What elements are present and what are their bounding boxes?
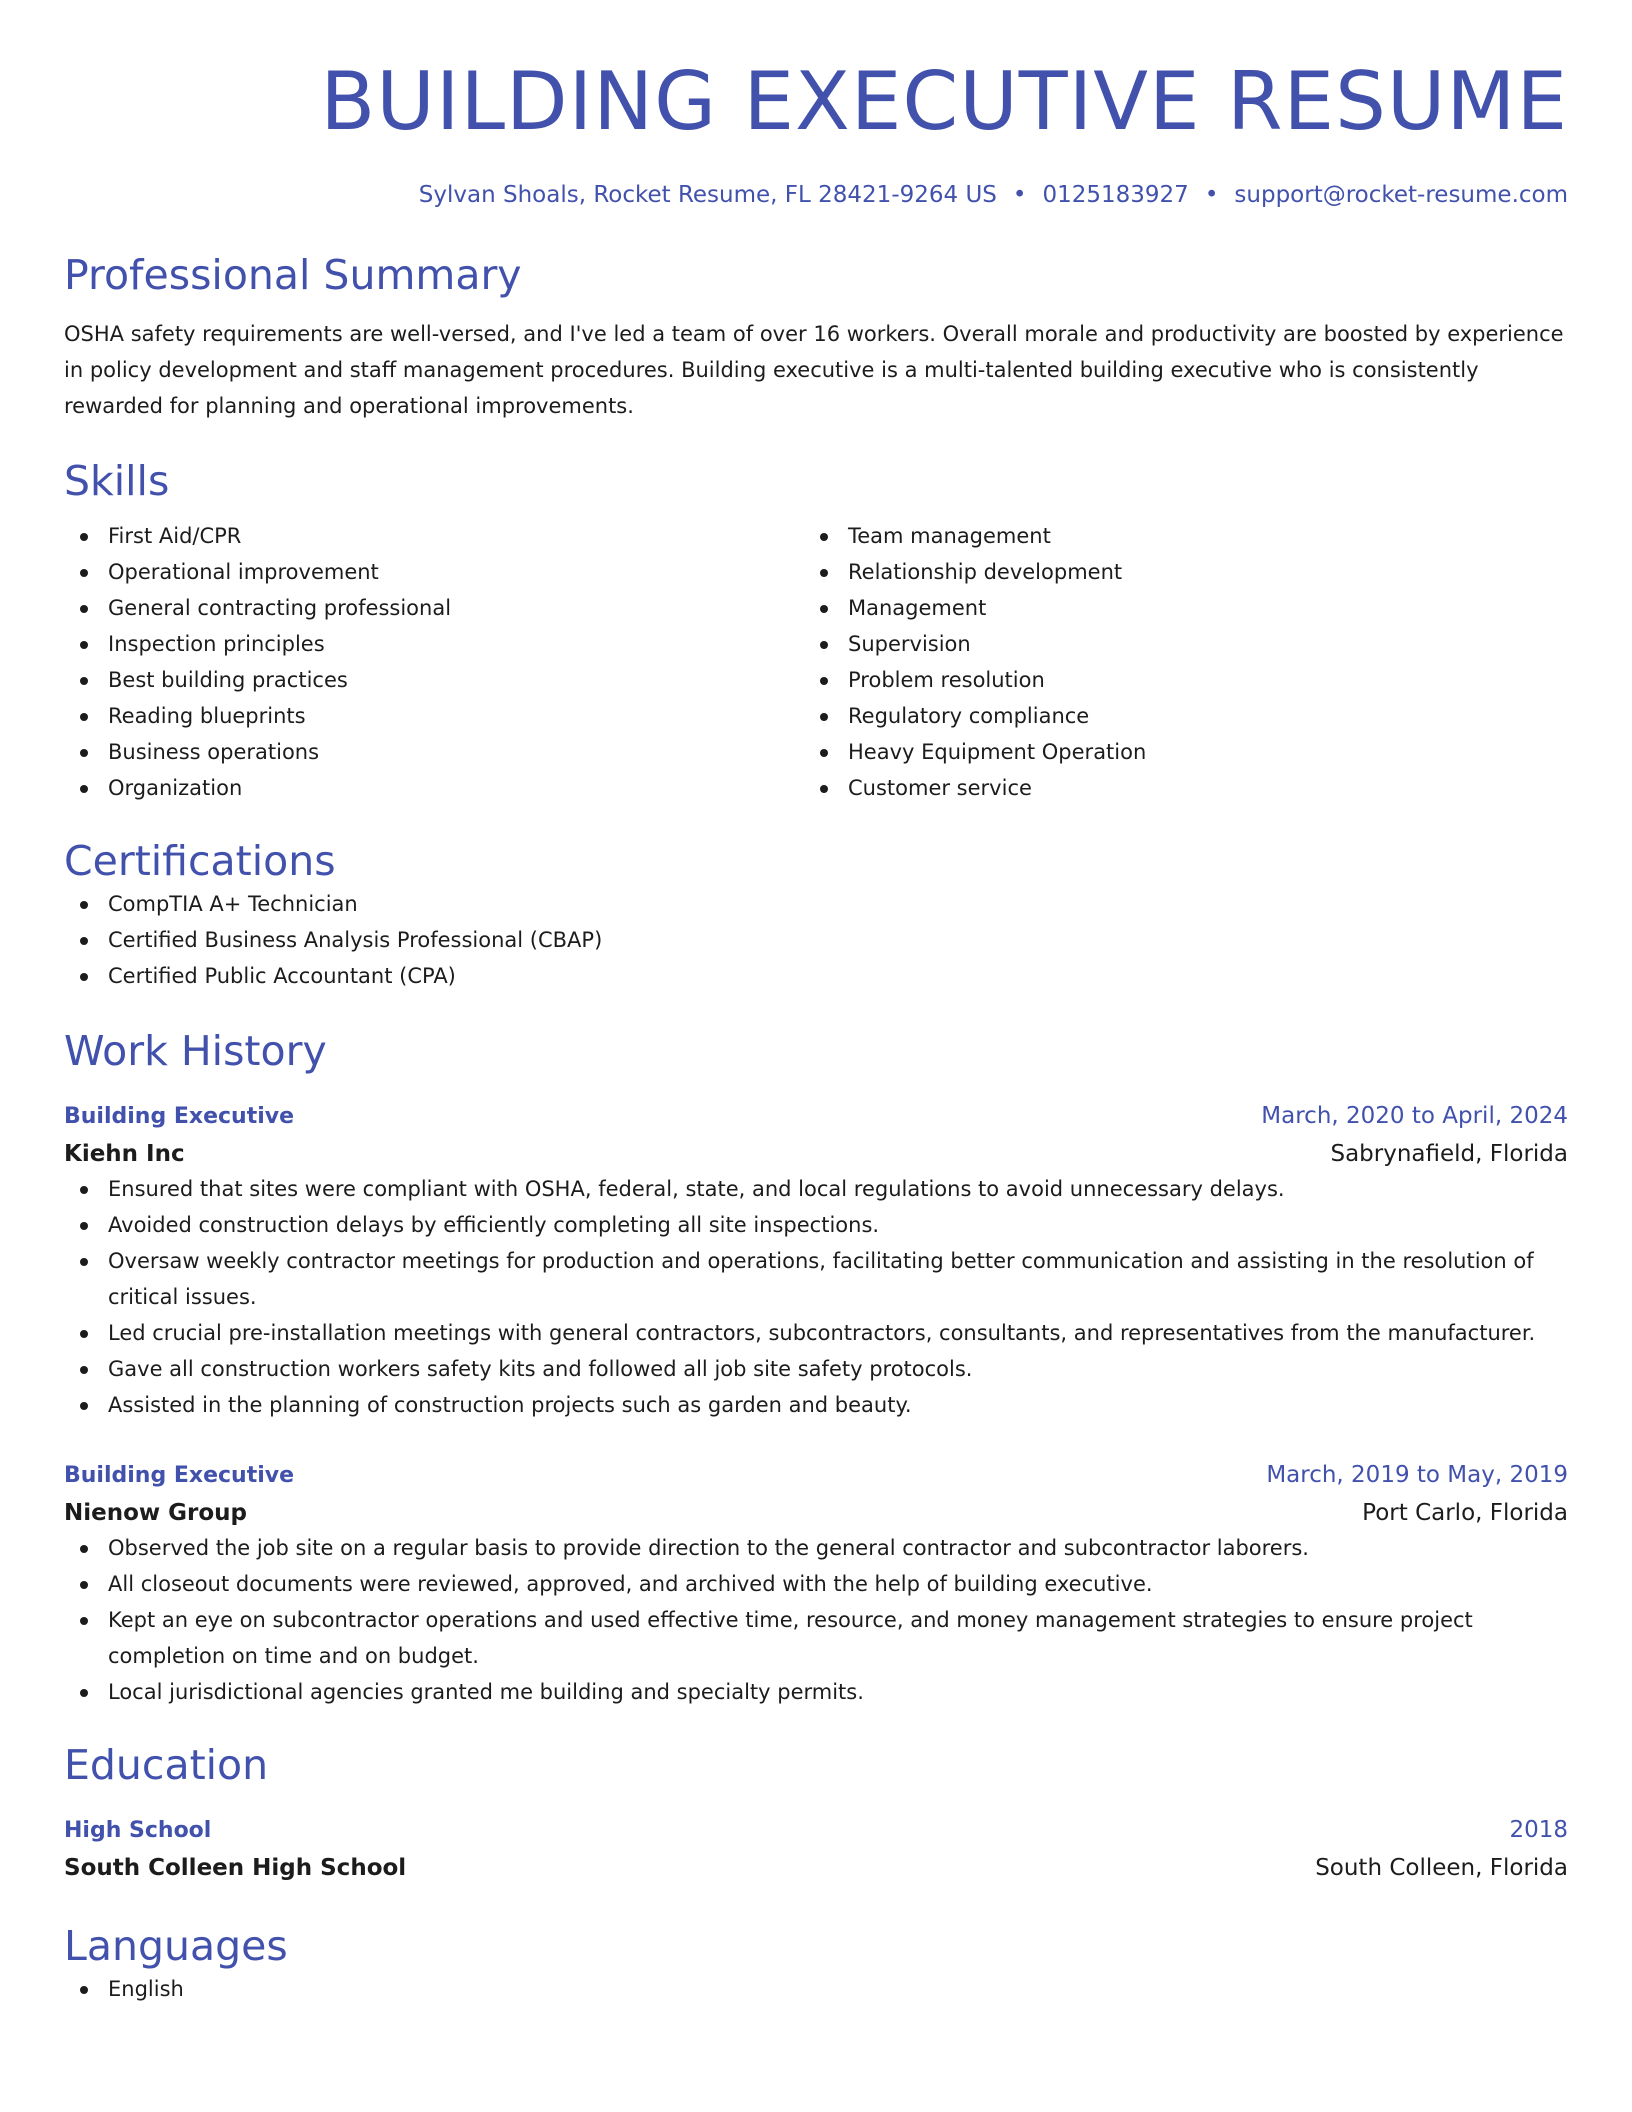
job-header-row [64, 1459, 1568, 1492]
job-header-row [64, 1100, 1568, 1133]
job-bullet: Ensured that sites were compliant with OSHA, federal, state, and local regulations to avoid unnecessary delays. [64, 1171, 1568, 1207]
skills-column-left [64, 518, 804, 806]
contact-address: Sylvan Shoals, Rocket Resume, FL 28421-9264 US [418, 182, 997, 208]
job-dates: March, 2019 to May, 2019 [1266, 1462, 1568, 1488]
job-bullet: All closeout documents were reviewed, approved, and archived with the help of building executive. [64, 1566, 1568, 1602]
skill-item: Operational improvement [64, 554, 804, 590]
education-heading: Education [64, 1741, 269, 1789]
job-company-row [64, 1492, 1568, 1530]
job-bullets [64, 1171, 1568, 1423]
job-dates: March, 2020 to April, 2024 [1261, 1103, 1568, 1129]
skill-item: Regulatory compliance [804, 698, 1544, 734]
certification-item: Certified Public Accountant (CPA) [64, 958, 1568, 994]
job-bullets [64, 1530, 1568, 1710]
skill-item: Customer service [804, 770, 1544, 806]
job-bullet: Oversaw weekly contractor meetings for production and operations, facilitating better communication and assisting in the resolution of critical issues. [64, 1243, 1568, 1315]
skill-item: First Aid/CPR [64, 518, 804, 554]
certification-item: CompTIA A+ Technician [64, 886, 1568, 922]
job-company: Kiehn Inc [64, 1141, 185, 1167]
job-bullet: Gave all construction workers safety kits and followed all job site safety protocols. [64, 1351, 1568, 1387]
skill-item: Business operations [64, 734, 804, 770]
skill-item: Team management [804, 518, 1544, 554]
job-title: Building Executive [64, 1104, 295, 1129]
job-entry [64, 1459, 1568, 1710]
contact-separator: • [1012, 182, 1027, 208]
job-bullet: Assisted in the planning of construction projects such as garden and beauty. [64, 1387, 1568, 1423]
skill-item: Inspection principles [64, 626, 804, 662]
skills-list-right [804, 518, 1544, 806]
skill-item: Supervision [804, 626, 1544, 662]
education-school: South Colleen High School [64, 1855, 407, 1881]
job-location: Sabrynafield, Florida [1330, 1141, 1568, 1167]
skills-column-right [804, 518, 1544, 806]
job-bullet: Avoided construction delays by efficiently completing all site inspections. [64, 1207, 1568, 1243]
language-item: English [64, 1971, 1568, 2007]
skills-heading: Skills [64, 457, 170, 505]
education-location: South Colleen, Florida [1315, 1855, 1568, 1881]
skill-item: Heavy Equipment Operation [804, 734, 1544, 770]
education-header-row [64, 1814, 1568, 1847]
skill-item: General contracting professional [64, 590, 804, 626]
education-entry [64, 1814, 1568, 1885]
education-degree: High School [64, 1818, 212, 1843]
certifications-heading: Certifications [64, 837, 336, 885]
languages-list [64, 1971, 1568, 2007]
job-bullet: Led crucial pre-installation meetings with general contractors, subcontractors, consultants, and representatives from the manufacturer. [64, 1315, 1568, 1351]
job-bullet: Local jurisdictional agencies granted me building and specialty permits. [64, 1674, 1568, 1710]
skills-columns [64, 518, 1568, 806]
skill-item: Organization [64, 770, 804, 806]
contact-email: support@rocket-resume.com [1234, 182, 1568, 208]
job-bullet: Kept an eye on subcontractor operations and used effective time, resource, and money management strategies to ensure project completion on time and on budget. [64, 1602, 1568, 1674]
job-company: Nienow Group [64, 1500, 248, 1526]
work-history-heading: Work History [64, 1027, 327, 1075]
skill-item: Best building practices [64, 662, 804, 698]
education-year: 2018 [1509, 1817, 1568, 1843]
resume-title: BUILDING EXECUTIVE RESUME [320, 55, 1568, 148]
summary-text: OSHA safety requirements are well-versed, and I've led a team of over 16 workers. Overall morale and productivity are boosted by experience in policy development and staff management procedures. Building executive is a multi-talented building executive who is consistently rewarded for planning and operational improvements. [64, 322, 1564, 418]
summary-heading: Professional Summary [64, 251, 522, 299]
skill-item: Management [804, 590, 1544, 626]
certification-item: Certified Business Analysis Professional (CBAP) [64, 922, 1568, 958]
skills-list-left [64, 518, 804, 806]
education-school-row [64, 1847, 1568, 1885]
job-location: Port Carlo, Florida [1362, 1500, 1568, 1526]
languages-heading: Languages [64, 1922, 288, 1970]
contact-phone: 0125183927 [1042, 182, 1189, 208]
skill-item: Relationship development [804, 554, 1544, 590]
job-title: Building Executive [64, 1463, 295, 1488]
contact-line [64, 180, 1568, 210]
job-company-row [64, 1133, 1568, 1171]
skill-item: Reading blueprints [64, 698, 804, 734]
job-bullet: Observed the job site on a regular basis to provide direction to the general contractor and subcontractor laborers. [64, 1530, 1568, 1566]
certifications-list [64, 886, 1568, 994]
contact-separator: • [1204, 182, 1219, 208]
skill-item: Problem resolution [804, 662, 1544, 698]
job-entry [64, 1100, 1568, 1423]
